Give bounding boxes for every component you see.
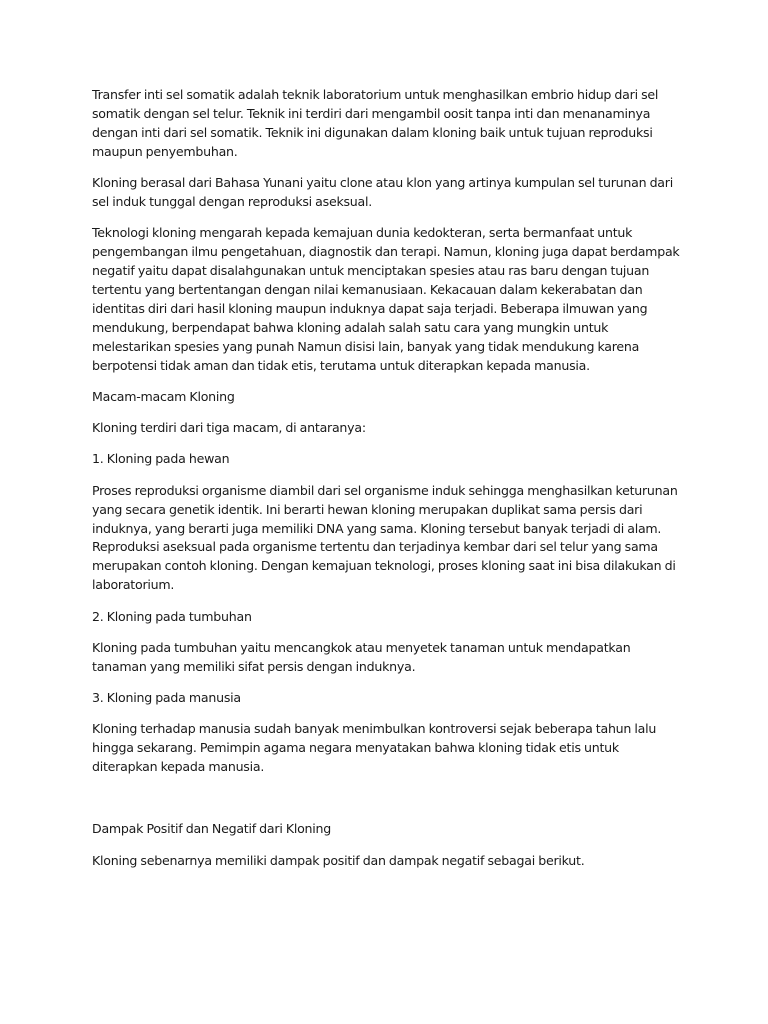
paragraph-definition: Kloning berasal dari Bahasa Yunani yaitu clone atau klon yang artinya kumpulan sel turunan dari sel induk tunggal dengan reproduksi aseksual. [92, 175, 673, 209]
item-plant-text: Kloning pada tumbuhan yaitu mencangkok atau menyetek tanaman untuk mendapatkan tanaman yang memiliki sifat persis dengan induknya. [92, 639, 631, 674]
paragraph-technology: Teknologi kloning mengarah kepada kemajuan dunia kedokteran, serta bermanfaat untuk pengembangan ilmu pengetahuan, diagnostik dan terapi. Namun, kloning juga dapat berdampak negatif yaitu dapat disalahgunakan untuk menciptakan spesies atau ras baru dengan tujuan tertentu yang bertentangan dengan nilai kemanusiaan. Kekacauan dalam kekerabatan dan identitas diri dari hasil kloning maupun induknya dapat saja terjadi. Beberapa ilmuwan yang mendukung, berpendapat bahwa kloning adalah salah satu cara yang mungkin untuk melestarikan spesies yang punah Namun disisi lain, banyak yang tidak mendukung karena berpotensi tidak aman dan tidak etis, terutama untuk diterapkan kepada manusia. [92, 225, 680, 373]
paragraph-types-intro: Kloning terdiri dari tiga macam, di antaranya: [92, 420, 366, 436]
paragraph-impact: Kloning sebenarnya memiliki dampak positif dan dampak negatif sebagai berikut. [92, 852, 585, 868]
item-plant-title: 2. Kloning pada tumbuhan [92, 608, 252, 624]
paragraph-intro: Transfer inti sel somatik adalah teknik laboratorium untuk menghasilkan embrio hidup dari sel somatik dengan sel telur. Teknik ini terdiri dari mengambil oosit tanpa inti dan menanaminya dengan inti dari sel somatik. Teknik ini digunakan dalam kloning baik untuk tujuan reproduksi maupun penyembuhan. [92, 87, 659, 159]
item-animal-text: Proses reproduksi organisme diambil dari sel organisme induk sehingga menghasilkan keturunan yang secara genetik identik. Ini berarti hewan kloning merupakan duplikat sama persis dari induknya, yang berarti juga memiliki DNA yang sama. Kloning tersebut banyak terjadi di alam. Reproduksi aseksual pada organisme tertentu dan terjadinya kembar dari sel telur yang sama merupakan contoh kloning. Dengan kemajuan teknologi, proses kloning saat ini bisa dilakukan di laboratorium. [92, 482, 678, 593]
empty-line [92, 789, 682, 820]
item-human-title: 3. Kloning pada manusia [92, 690, 241, 706]
heading-impact: Dampak Positif dan Negatif dari Kloning [92, 821, 331, 837]
document-body [92, 86, 682, 883]
item-animal-title: 1. Kloning pada hewan [92, 451, 230, 467]
item-human-text: Kloning terhadap manusia sudah banyak menimbulkan kontroversi sejak beberapa tahun lalu hingga sekarang. Pemimpin agama negara menyatakan bahwa kloning tidak etis untuk diterapkan kepada manusia. [92, 721, 657, 775]
heading-types: Macam-macam Kloning [92, 388, 235, 404]
